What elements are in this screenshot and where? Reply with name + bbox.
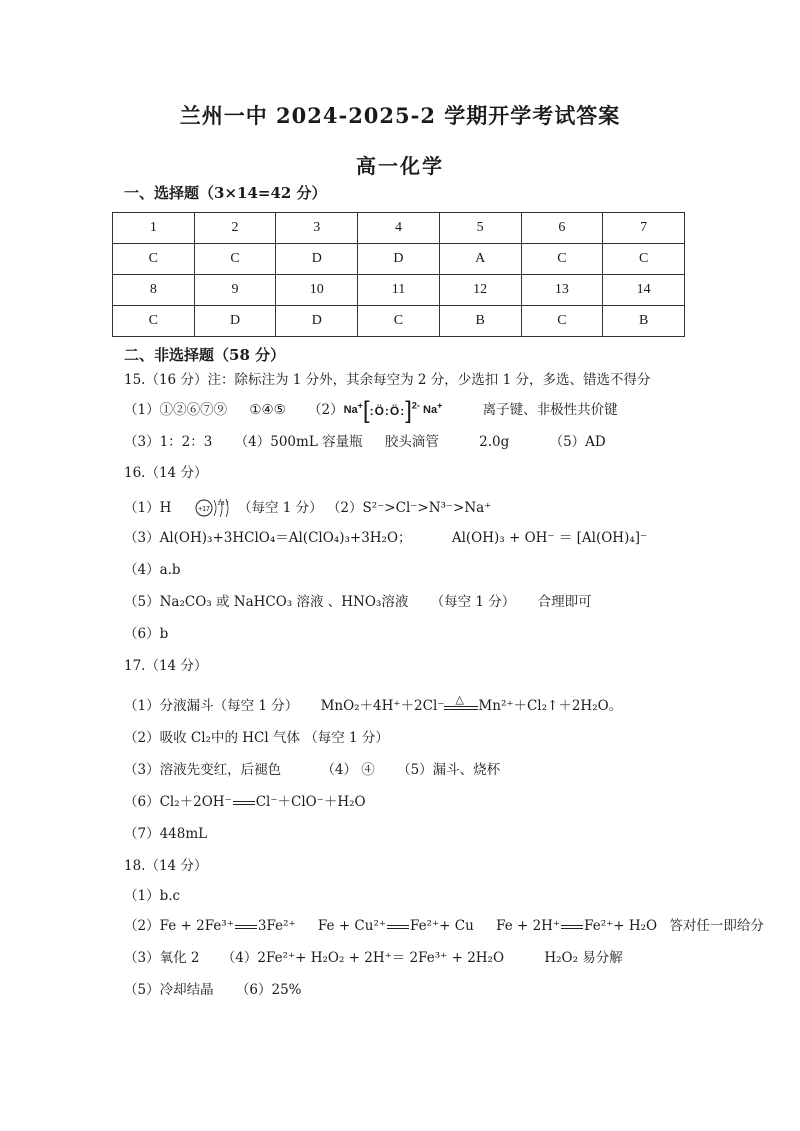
lewis-charge: 2-	[411, 400, 420, 411]
q17-answer-2: （2）吸收 Cl₂中的 HCl 气体 （每空 1 分）	[124, 730, 389, 746]
q16-answer-3a: （3）Al(OH)₃+3HClO₄＝Al(ClO₄)₃+3H₂O；	[124, 530, 412, 546]
q17-header: 17.（14 分）	[124, 658, 208, 674]
table-cell: A	[439, 244, 521, 275]
table-cell: 9	[194, 275, 276, 306]
q17-answer-1a: （1）分液漏斗（每空 1 分）	[124, 698, 299, 714]
q16-line-2	[124, 528, 647, 548]
q16-answer-3b: Al(OH)₃ + OH⁻ ＝ [Al(OH)₄]⁻	[451, 530, 648, 546]
heat-triangle-icon: △	[455, 693, 464, 706]
q15-answer-4: （4）500mL 容量瓶	[234, 434, 363, 450]
q16-answer-2: （2）S²⁻>Cl⁻>N³⁻>Na⁺	[326, 499, 492, 516]
table-cell: 6	[521, 213, 603, 244]
q16-answer-5-note: （每空 1 分）	[430, 594, 516, 610]
atom-shells-label: 2 8 7	[217, 501, 229, 507]
q15-header: 15.（16 分）注：除标注为 1 分外，其余每空为 2 分，少选扣 1 分，多选、错选不得分	[124, 372, 651, 388]
section-heading-choice: 一、选择题（3×14=42 分）	[124, 184, 327, 202]
q17-answer-6b: Cl⁻＋ClO⁻＋H₂O	[255, 794, 366, 810]
document-subtitle: 高一化学	[356, 154, 444, 178]
table-cell: 2	[194, 213, 276, 244]
table-row-answers	[113, 306, 685, 337]
q18-answer-1: （1）b.c	[124, 888, 181, 904]
q17-answer-4: （4） ④	[321, 762, 375, 778]
table-cell: B	[439, 306, 521, 337]
table-cell: C	[603, 244, 685, 275]
q16-line-5	[124, 592, 592, 612]
q17-equation-right: Mn²⁺＋Cl₂↑＋2H₂O。	[478, 698, 623, 714]
table-cell: 11	[358, 275, 440, 306]
q15-answer-5: （5）AD	[549, 434, 606, 450]
q17-answer-5: （5）漏斗、烧杯	[397, 762, 501, 778]
q18-line-2	[124, 916, 764, 936]
q17-line-1	[124, 693, 623, 716]
q17-line-3	[124, 760, 500, 780]
q17-equation-left: MnO₂＋4H⁺＋2Cl⁻	[320, 698, 445, 714]
table-row-question-numbers	[113, 275, 685, 306]
q16-answer-1: （1）H	[124, 499, 172, 516]
q18-answer-6: （6）25%	[235, 982, 302, 998]
q15-bond-types: 离子键、非极性共价键	[482, 402, 618, 418]
table-cell: 7	[603, 213, 685, 244]
table-cell: 3	[276, 213, 358, 244]
table-cell: C	[113, 244, 195, 275]
q17-answer-6a: （6）Cl₂＋2OH⁻	[124, 794, 232, 810]
q15-answer-1a: （1）①②⑥⑦⑨	[124, 402, 228, 418]
q17-line-6	[124, 792, 366, 812]
chlorine-atom-structure-icon	[194, 496, 234, 520]
table-cell: 14	[603, 275, 685, 306]
q15-line-2	[124, 432, 606, 452]
q18-eq3-right: Fe²⁺+ H₂O	[584, 918, 658, 934]
table-cell: D	[276, 306, 358, 337]
q15-answer-3: （3）1：2：3	[124, 434, 213, 450]
heat-equals-sign	[444, 693, 478, 710]
q18-eq2-right: Fe²⁺+ Cu	[409, 918, 474, 934]
q18-eq1-left: （2）Fe + 2Fe³⁺	[124, 918, 234, 934]
q15-answer-2-label: （2）	[308, 402, 344, 418]
table-cell: 4	[358, 213, 440, 244]
table-cell: B	[603, 306, 685, 337]
q18-line-4	[124, 980, 302, 1000]
lewis-na-left: Na	[343, 404, 358, 417]
document-title: 兰州一中 2024-2025-2 学期开学考试答案	[179, 103, 621, 128]
lewis-structure-na2o2: Na+[:Ö:Ö:]$^{2-}$ Na+	[343, 396, 443, 424]
q18-note: 答对任一即给分	[669, 918, 764, 934]
q15-line-1	[124, 396, 618, 424]
q18-header: 18.（14 分）	[124, 858, 208, 874]
table-cell: C	[521, 306, 603, 337]
q18-line-3	[124, 948, 623, 968]
q18-eq3-left: Fe + 2H⁺	[496, 918, 561, 934]
table-cell: 8	[113, 275, 195, 306]
q18-answer-4-note: H₂O₂ 易分解	[544, 950, 623, 966]
q17-answer-3: （3）溶液先变红，后褪色	[124, 762, 282, 778]
table-cell: C	[113, 306, 195, 337]
table-row-answers	[113, 244, 685, 275]
q16-answer-6: （6）b	[124, 626, 169, 642]
q16-answer-4: （4）a.b	[124, 562, 181, 578]
table-cell: 13	[521, 275, 603, 306]
q18-answer-4: （4）2Fe²⁺+ H₂O₂ + 2H⁺＝ 2Fe³⁺ + 2H₂O	[221, 950, 505, 966]
q16-note: （每空 1 分）	[237, 499, 323, 516]
q15-answer-4b: 胶头滴管	[384, 434, 439, 450]
section-heading-nonchoice: 二、非选择题（58 分）	[124, 346, 286, 364]
table-cell: C	[358, 306, 440, 337]
q16-line-1	[124, 496, 491, 520]
table-cell: C	[194, 244, 276, 275]
table-cell: D	[276, 244, 358, 275]
q15-answer-1b: ①④⑤	[249, 402, 286, 418]
q16-answer-5-extra: 合理即可	[537, 594, 592, 610]
q18-eq2-left: Fe + Cu²⁺	[317, 918, 386, 934]
table-cell: D	[358, 244, 440, 275]
table-cell: 1	[113, 213, 195, 244]
table-cell: D	[194, 306, 276, 337]
table-cell: 12	[439, 275, 521, 306]
q15-answer-4c: 2.0g	[479, 434, 510, 450]
table-cell: 10	[276, 275, 358, 306]
table-cell: C	[521, 244, 603, 275]
q18-answer-5: （5）冷却结晶	[124, 982, 214, 998]
table-cell: 5	[439, 213, 521, 244]
table-row-question-numbers	[113, 213, 685, 244]
equals-sign	[233, 801, 255, 805]
q18-eq1-right: 3Fe²⁺	[257, 918, 296, 934]
q16-header: 16.（14 分）	[124, 465, 208, 481]
answer-table	[112, 212, 685, 337]
q16-answer-5: （5）Na₂CO₃ 或 NaHCO₃ 溶液 、HNO₃溶液	[124, 594, 409, 610]
q18-answer-3: （3）氧化 2	[124, 950, 200, 966]
q17-answer-7: （7）448mL	[124, 826, 208, 842]
lewis-na-right: Na	[423, 404, 438, 417]
atom-nucleus-label: +17	[197, 506, 210, 513]
